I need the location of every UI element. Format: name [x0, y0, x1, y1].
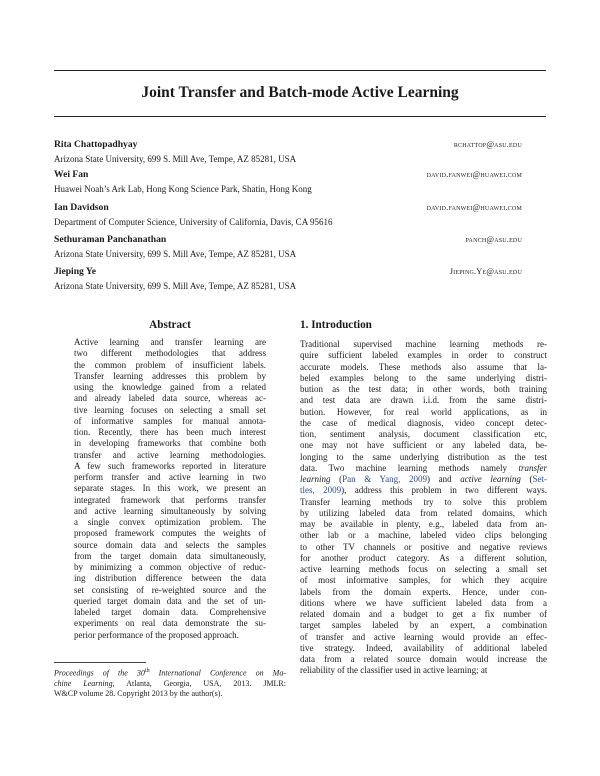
author-email: panch@asu.edu	[465, 235, 522, 244]
text-line: set consisting of re-weighted source and the	[74, 584, 266, 595]
author-affiliation: Arizona State University, 699 S. Mill Ave, Tempe, AZ 85281, USA	[54, 281, 297, 291]
author-name: Ian Davidson	[54, 202, 109, 213]
text-line: data. Two machine learning methods namely transfer	[300, 462, 547, 473]
text-line: bution as the test data; in other words, both training	[300, 384, 547, 394]
text-line: the common problem of insufficient labels.	[74, 359, 266, 370]
footnote-location: , Atlanta, Georgia, USA, 2013. JMLR:	[112, 679, 286, 689]
text-line: for another product category. As a different solution,	[300, 552, 547, 563]
introduction-heading: 1. Introduction	[300, 319, 372, 331]
author-name: Sethuraman Panchanathan	[54, 234, 167, 245]
text-line: labeled target domain data. Comprehensive	[74, 607, 266, 617]
text-line: Transfer learning addresses this problem by	[74, 370, 266, 381]
author-name: Wei Fan	[54, 169, 89, 180]
author-block	[54, 234, 522, 261]
text-line: active learning methods focus on selecting a small set	[300, 564, 547, 574]
paper-title: Joint Transfer and Batch-mode Active Learning	[141, 84, 459, 101]
author-block	[54, 202, 522, 229]
text-line: of transfer and active learning would provide an effec-	[300, 631, 547, 642]
text-line: experiments on real data demonstrate the su-	[74, 618, 266, 629]
proceedings-footnote	[54, 666, 286, 700]
text-line: reliability of the classifier used in active learning; at	[300, 665, 488, 676]
text-line: in developing frameworks that combine both	[74, 438, 266, 449]
text-line: of most informative samples, for which they acquire	[300, 575, 547, 586]
text-line: Active learning and transfer learning are	[74, 337, 266, 347]
text-line: two different methodologies that address	[74, 348, 266, 359]
text-line: by utilizing labeled data from related domains, which	[300, 507, 547, 518]
text-line: tion, sentiment analysis, document classification etc,	[300, 429, 547, 439]
text-line: labels from the domain experts. Hence, under con-	[300, 586, 547, 597]
text-line: quire sufficient labeled examples in order to construct	[300, 350, 547, 361]
text-line: separate stages. In this work, we present an	[74, 483, 266, 494]
footnote-copyright: W&CP volume 28. Copyright 2013 by the author(s).	[54, 689, 223, 699]
text-line: transfer and active learning methodologies.	[74, 449, 266, 460]
text-line: proposed framework computes the weights of	[74, 528, 266, 539]
footnote-ordinal: th	[144, 668, 150, 674]
author-affiliation: Arizona State University, 699 S. Mill Ave, Tempe, AZ 85281, USA	[54, 154, 297, 164]
footnote-venue-text: Proceedings of the 30	[54, 668, 145, 678]
author-email: rchattop@asu.edu	[453, 140, 522, 149]
abstract-heading: Abstract	[149, 319, 191, 331]
text-line: tion. Recently, there has been much interest	[74, 427, 266, 437]
author-affiliation: Department of Computer Science, University of California, Davis, CA 95616	[54, 217, 333, 227]
text-line: and active learning simultaneously by solving	[74, 505, 266, 516]
footnote-conference-cont: chine Learning	[54, 679, 113, 689]
title-top-rule	[54, 70, 546, 71]
text-line: Transfer learning methods try to solve this problem	[300, 496, 547, 507]
text-line: integrated framework that performs transfer	[74, 494, 266, 505]
author-block	[54, 266, 522, 293]
author-block	[54, 169, 522, 196]
text-line: ditions where we have sufficient labeled data from a	[300, 597, 547, 608]
abstract-body	[74, 337, 266, 641]
text-line: other lab or a machine, labeled video clips belonging	[300, 530, 547, 541]
author-affiliation: Arizona State University, 699 S. Mill Ave, Tempe, AZ 85281, USA	[54, 249, 297, 259]
text-line: source domain data and selects the samples	[74, 539, 266, 550]
footnote-line	[54, 666, 286, 679]
text-line: of informative samples for manual annota-	[74, 415, 266, 426]
text-line: and already labeled data source, whereas ac-	[74, 393, 266, 404]
text-line: perior performance of the proposed approach.	[74, 629, 239, 640]
text-line: from the target domain data simultaneously,	[74, 550, 266, 561]
footnote-line	[54, 679, 286, 689]
text-line: the case of medical diagnosis, video concept detec-	[300, 417, 547, 428]
text-line: learning (Pan & Yang, 2009) and active learning (Set-	[300, 474, 547, 484]
text-line: tive learning focuses on selecting a small set	[74, 404, 266, 415]
text-line: related domain and a budget to get a fix number of	[300, 609, 547, 619]
text-line: one may not have sufficient or any labeled data, be-	[300, 440, 547, 451]
text-line: beled examples belong to the same underlying distri-	[300, 372, 547, 383]
introduction-body	[300, 339, 547, 677]
text-line: by minimizing a common objective of reduc-	[74, 562, 266, 572]
text-line: target samples labeled by an expert, a combination	[300, 620, 547, 631]
text-line: a single convex optimization problem. The	[74, 517, 266, 527]
title-bottom-rule	[54, 116, 546, 117]
text-line: data from a related source domain would increase the	[300, 654, 547, 664]
author-email: david.fanwei@huawei.com	[426, 203, 522, 212]
text-line: longing to the same underlying distribution as the test	[300, 451, 547, 462]
author-email: Jieping.Ye@asu.edu	[449, 267, 522, 276]
author-email: david.fanwei@huawei.com	[426, 170, 522, 179]
footnote-rule	[54, 662, 146, 663]
author-affiliation: Huawei Noah’s Ark Lab, Hong Kong Science Park, Shatin, Hong Kong	[54, 184, 312, 194]
text-line: tles, 2009), address this problem in two different ways.	[300, 485, 547, 496]
author-name: Jieping Ye	[54, 266, 97, 277]
author-name: Rita Chattopadhyay	[54, 139, 138, 150]
text-line: to other TV channels or positive and negative reviews	[300, 541, 547, 552]
text-line: queried target domain data and the set of un-	[74, 595, 266, 606]
text-line: using the knowledge gained from a related	[74, 382, 266, 392]
text-line: may be available in plenty, e.g., labeled data from an-	[300, 519, 547, 529]
text-line: ing distribution difference between the data	[74, 573, 266, 584]
text-line: tive strategy. Indeed, availability of additional labeled	[300, 642, 547, 653]
text-line: bution. However, for real world applications, as in	[300, 406, 547, 417]
text-line: perform transfer and active learning in two	[74, 472, 266, 482]
footnote-conference-text: International Conference on Ma-	[149, 668, 287, 678]
text-line: accurate models. These methods also assume that la-	[300, 361, 547, 372]
author-block	[54, 139, 522, 166]
text-line: A few such frameworks reported in literature	[74, 460, 266, 471]
text-line: and test data are drawn i.i.d. from the same distri-	[300, 395, 547, 406]
text-line: Traditional supervised machine learning methods re-	[300, 339, 547, 349]
